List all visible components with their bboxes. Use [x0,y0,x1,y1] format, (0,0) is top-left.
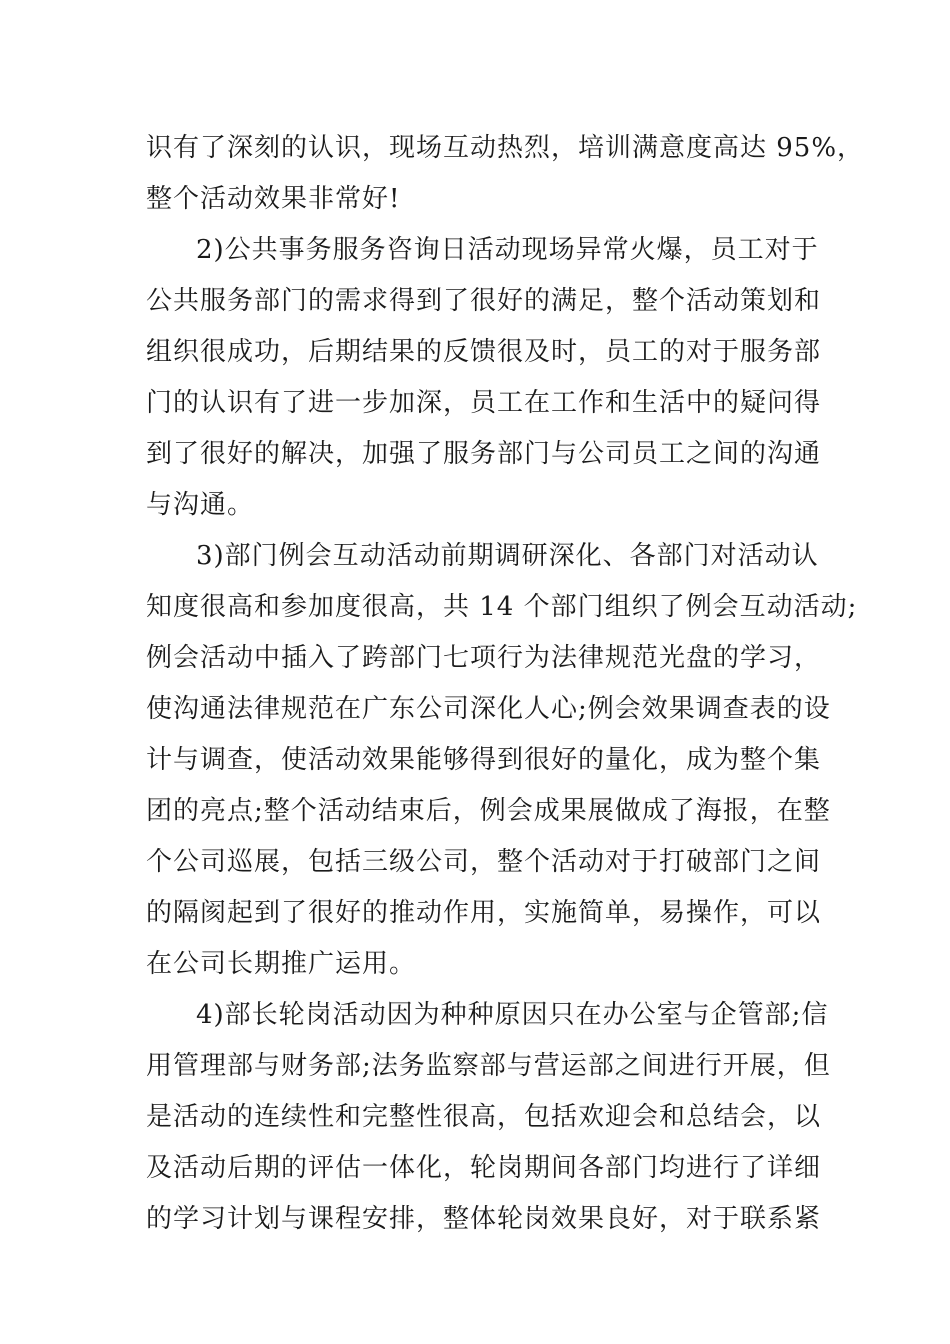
paragraph-4-line-2: 用管理部与财务部;法务监察部与营运部之间进行开展，但 [146,1051,831,1081]
paragraph-3-line-7: 个公司巡展，包括三级公司，整个活动对于打破部门之间 [146,847,822,877]
paragraph-3-line-9: 在公司长期推广运用。 [146,949,417,979]
paragraph-4-line-1: 4)部长轮岗活动因为种种原因只在办公室与企管部;信 [196,1000,829,1030]
paragraph-intro-line-2: 整个活动效果非常好! [146,184,401,214]
paragraph-2-line-5: 到了很好的解决，加强了服务部门与公司员工之间的沟通 [146,439,822,469]
paragraph-4-line-3: 是活动的连续性和完整性很高，包括欢迎会和总结会，以 [146,1102,822,1132]
paragraph-3-line-2: 知度很高和参加度很高，共 14 个部门组织了例会互动活动; [146,592,858,622]
paragraph-4-line-4: 及活动后期的评估一体化，轮岗期间各部门均进行了详细 [146,1153,822,1183]
paragraph-intro-line-1: 识有了深刻的认识，现场互动热烈，培训满意度高达 95%， [146,133,865,163]
paragraph-2-line-3: 组织很成功，后期结果的反馈很及时，员工的对于服务部 [146,337,822,367]
paragraph-3-line-3: 例会活动中插入了跨部门七项行为法律规范光盘的学习， [146,643,822,673]
paragraph-2-line-2: 公共服务部门的需求得到了很好的满足，整个活动策划和 [146,286,822,316]
paragraph-2-line-1: 2)公共事务服务咨询日活动现场异常火爆，员工对于 [196,235,819,265]
paragraph-3-line-1: 3)部门例会互动活动前期调研深化、各部门对活动认 [196,541,819,571]
paragraph-3-line-6: 团的亮点;整个活动结束后，例会成果展做成了海报，在整 [146,796,831,826]
paragraph-3-line-4: 使沟通法律规范在广东公司深化人心;例会效果调查表的设 [146,694,831,724]
paragraph-3-line-5: 计与调查，使活动效果能够得到很好的量化，成为整个集 [146,745,822,775]
paragraph-3-line-8: 的隔阂起到了很好的推动作用，实施简单，易操作，可以 [146,898,822,928]
paragraph-4-line-5: 的学习计划与课程安排，整体轮岗效果良好，对于联系紧 [146,1204,822,1234]
paragraph-2-line-4: 门的认识有了进一步加深，员工在工作和生活中的疑问得 [146,388,822,418]
paragraph-2-line-6: 与沟通。 [146,490,255,520]
